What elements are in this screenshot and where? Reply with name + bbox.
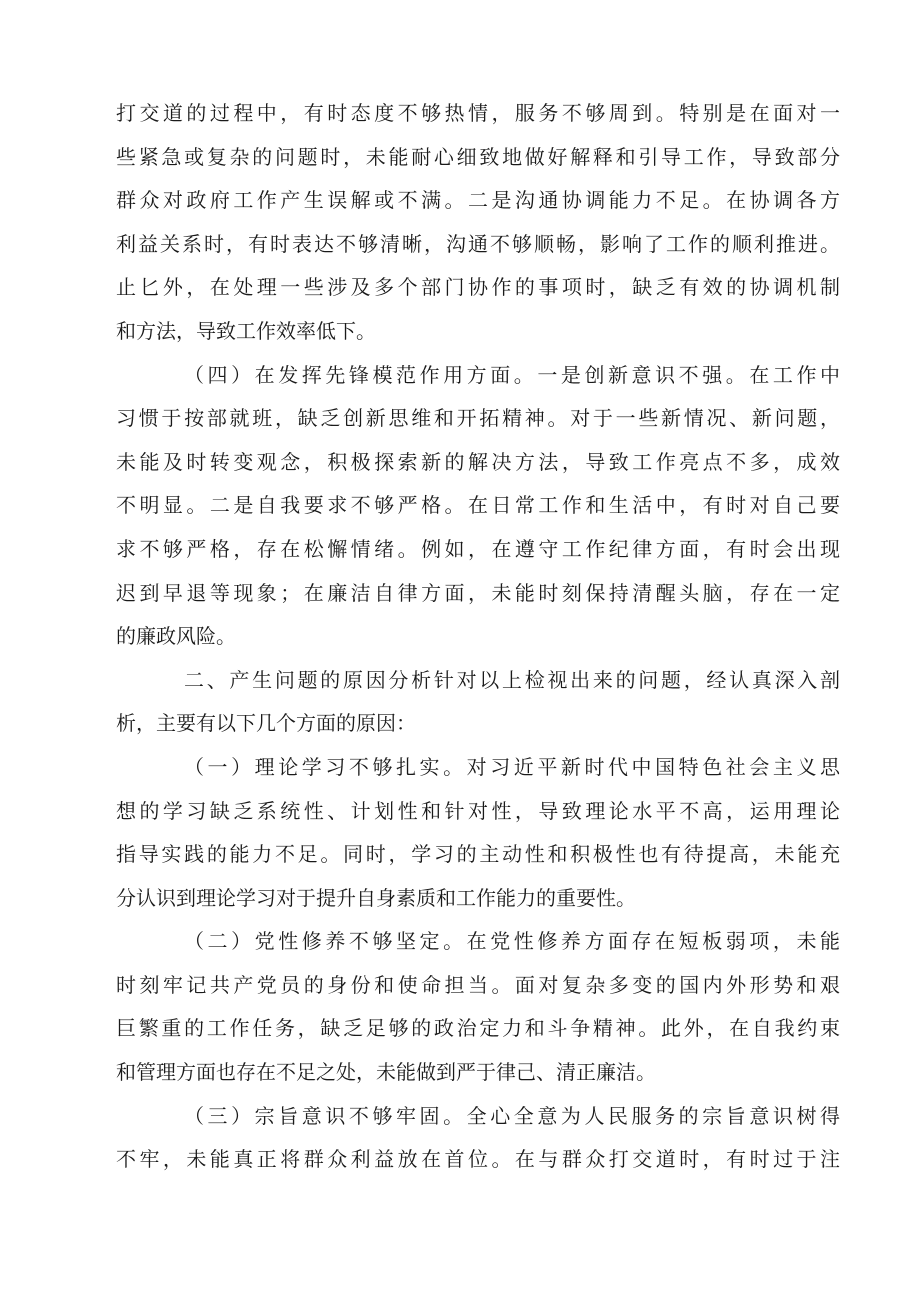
text-line: 指导实践的能力不足。同时，学习的主动性和积极性也有待提高，未能充 xyxy=(116,842,840,867)
text-line: （四）在发挥先锋模范作用方面。一是创新意识不强。在工作中 xyxy=(184,362,840,387)
document-body xyxy=(116,92,840,1182)
text-line: （一）理论学习不够扎实。对习近平新时代中国特色社会主义思 xyxy=(184,754,840,779)
text-line: 未能及时转变观念，积极探索新的解决方法，导致工作亮点不多，成效 xyxy=(116,449,840,474)
text-line: （三）宗旨意识不够牢固。全心全意为人民服务的宗旨意识树得 xyxy=(184,1103,840,1128)
section-heading-line: 二、产生问题的原因分析针对以上检视出来的问题，经认真深入剖 xyxy=(184,667,840,692)
text-line: 利益关系时，有时表达不够清晰，沟通不够顺畅，影响了工作的顺利推进。 xyxy=(116,231,840,256)
text-line: 和方法，导致工作效率低下。 xyxy=(116,318,376,343)
text-line: 想的学习缺乏系统性、计划性和针对性，导致理论水平不高，运用理论 xyxy=(116,798,840,823)
paragraph-service-attitude xyxy=(116,92,840,354)
text-line: 和管理方面也存在不足之处，未能做到严于律己、清正廉洁。 xyxy=(116,1060,656,1085)
paragraph-purpose-awareness xyxy=(116,1095,840,1182)
text-line: 分认识到理论学习对于提升自身素质和工作能力的重要性。 xyxy=(116,885,636,910)
text-line: 群众对政府工作产生误解或不满。二是沟通协调能力不足。在协调各方 xyxy=(116,188,840,213)
text-line: 的廉政风险。 xyxy=(116,624,236,649)
text-line: 打交道的过程中，有时态度不够热情，服务不够周到。特别是在面对一 xyxy=(116,101,840,125)
text-line: 不牢，未能真正将群众利益放在首位。在与群众打交道时，有时过于注 xyxy=(116,1147,840,1172)
text-line: 些紧急或复杂的问题时，未能耐心细致地做好解释和引导工作，导致部分 xyxy=(116,144,840,169)
text-line: 巨繁重的工作任务，缺乏足够的政治定力和斗争精神。此外，在自我约束 xyxy=(116,1016,840,1041)
text-line: 不明显。二是自我要求不够严格。在日常工作和生活中，有时对自己要 xyxy=(116,493,840,518)
paragraph-section-four xyxy=(116,354,840,659)
text-line: 迟到早退等现象；在廉洁自律方面，未能时刻保持清醒头脑，存在一定 xyxy=(116,580,840,605)
text-line: 习惯于按部就班，缺乏创新思维和开拓精神。对于一些新情况、新问题， xyxy=(116,406,840,431)
text-line: （二）党性修养不够坚定。在党性修养方面存在短板弱项，未能 xyxy=(184,929,840,954)
paragraph-theory-study xyxy=(116,746,840,920)
paragraph-cause-analysis xyxy=(116,659,840,746)
text-line: 止匕外，在处理一些涉及多个部门协作的事项时，缺乏有效的协调机制 xyxy=(116,275,840,300)
text-line: 时刻牢记共产党员的身份和使命担当。面对复杂多变的国内外形势和艰 xyxy=(116,972,840,997)
paragraph-party-spirit xyxy=(116,920,840,1094)
text-line: 求不够严格，存在松懈情绪。例如，在遵守工作纪律方面，有时会出现 xyxy=(116,536,840,561)
text-line: 析，主要有以下几个方面的原因： xyxy=(116,711,416,736)
